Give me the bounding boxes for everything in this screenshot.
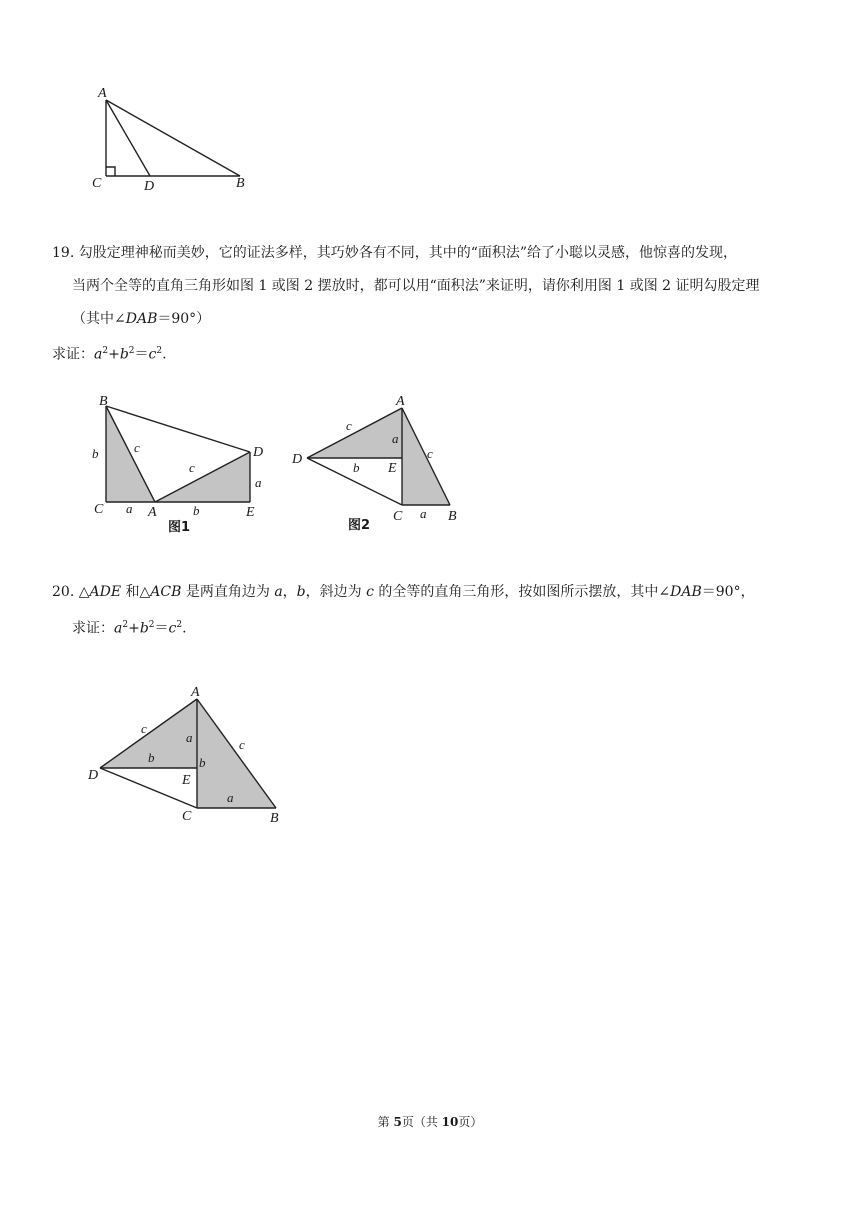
fig1-caption: 图1 <box>168 520 191 535</box>
fig1-label-c-vertex: C <box>94 502 104 517</box>
q20-fig-label-a-mid: a <box>186 730 193 745</box>
q20-fig-label-d-vertex: D <box>88 768 99 783</box>
formula-a: a <box>114 620 123 637</box>
q19-text2: 当两个全等的直角三角形如图 1 或图 2 摆放时，都可以用“面积法”来证明，请你利用图 1 或图 2 证明勾股定理 <box>72 278 760 294</box>
formula-exp: 2 <box>122 620 129 630</box>
fig1-label-b-vertex: B <box>99 394 108 409</box>
q20-line1 <box>52 582 755 602</box>
q20-var-c: c <box>366 584 374 600</box>
q20-prove <box>72 615 187 639</box>
fig2-label-a-vertex: A <box>396 394 405 409</box>
label-c: C <box>92 176 102 191</box>
q20-fig-label-e-vertex: E <box>182 773 191 788</box>
formula-exp: 2 <box>102 346 109 356</box>
formula-plus: + <box>128 620 140 637</box>
fig1-label-b-side: b <box>92 446 99 461</box>
q20-var-a: a <box>274 584 283 600</box>
q20-triangle-acb: ACB <box>150 584 182 600</box>
q20-text-2: 和△ <box>121 584 151 600</box>
formula-a: a <box>94 346 103 363</box>
fig2-label-c-top: c <box>346 418 352 433</box>
q20-number: 20. <box>52 584 75 600</box>
page-footer <box>0 1113 860 1130</box>
fig2-label-d-vertex: D <box>292 452 303 467</box>
fig2-label-a-bottom: a <box>420 506 427 521</box>
fig2-caption: 图2 <box>348 518 371 533</box>
formula-b: b <box>119 346 129 363</box>
q20-fig-label-c-right: c <box>239 737 245 752</box>
figure-triangle-acd <box>80 80 270 195</box>
fig1-label-a-vertex: A <box>148 505 157 520</box>
q19-text1: 勾股定理神秘而美妙，它的证法多样，其巧妙各有不同，其中的“面积法”给了小聪以灵感，他惊喜的发现， <box>78 245 738 261</box>
formula-c: c <box>148 346 157 363</box>
fig2-label-b-vertex: B <box>448 509 457 524</box>
q19-text3-post: ＝90°） <box>157 311 211 327</box>
q20-text-1: △ <box>78 584 90 600</box>
q20-var-b: b <box>296 584 306 600</box>
figure-2 <box>288 388 478 538</box>
q20-fig-label-b-vertex: B <box>270 811 279 826</box>
formula-eq: ＝ <box>134 346 149 363</box>
fig2-label-a-mid: a <box>392 431 399 446</box>
q20-angle-dab: DAB <box>670 584 702 600</box>
fig1-label-b-bottom: b <box>193 503 200 518</box>
fig1-label-c-side-2: c <box>189 460 195 475</box>
formula-dot: . <box>182 620 187 637</box>
formula-dot: . <box>162 346 167 363</box>
footer-text-2: 页（共 <box>401 1115 442 1129</box>
figure-q20 <box>84 682 294 827</box>
formula-c: c <box>168 620 177 637</box>
q20-fig-label-a-bottom: a <box>227 790 234 805</box>
fig2-label-c-vertex: C <box>393 509 403 524</box>
q20-text-4: ， <box>282 584 297 600</box>
q19-number: 19. <box>52 245 75 261</box>
q20-fig-label-b-small: b <box>199 755 206 770</box>
label-b: B <box>236 176 245 191</box>
q20-triangle-ade: ADE <box>89 584 122 600</box>
q20-fig-label-c-vertex: C <box>182 809 192 824</box>
footer-total-pages: 10 <box>441 1115 459 1129</box>
formula-exp: 2 <box>176 620 183 630</box>
fig1-label-d-vertex: D <box>253 445 264 460</box>
fig2-label-e-vertex: E <box>388 461 397 476</box>
fig1-label-c-side-1: c <box>134 440 140 455</box>
q20-fig-label-c-left: c <box>141 721 147 736</box>
q20-fig-label-b-mid: b <box>148 750 155 765</box>
formula-exp: 2 <box>128 346 135 356</box>
footer-text-3: 页） <box>458 1115 483 1129</box>
q19-prove-label: 求证： <box>52 346 94 363</box>
q20-text-7: ＝90°， <box>701 584 755 600</box>
fig1-label-a-side: a <box>126 501 133 516</box>
formula-exp: 2 <box>148 620 155 630</box>
footer-text-1: 第 <box>377 1115 394 1129</box>
label-d: D <box>144 179 155 194</box>
q20-prove-label: 求证： <box>72 620 114 637</box>
formula-exp: 2 <box>156 346 163 356</box>
fig1-label-e-vertex: E <box>246 505 255 520</box>
q19-prove <box>52 341 167 365</box>
formula-plus: + <box>108 346 120 363</box>
q20-text-3: 是两直角边为 <box>181 584 275 600</box>
footer-page-number: 5 <box>393 1115 402 1129</box>
q20-fig-label-a-vertex: A <box>191 685 200 700</box>
q20-text-6: 的全等的直角三角形，按如图所示摆放，其中∠ <box>373 584 671 600</box>
formula-eq: ＝ <box>154 620 169 637</box>
q19-text3-pre: （其中∠ <box>72 311 126 327</box>
q19-line2 <box>72 276 760 296</box>
q19-line1 <box>52 243 737 263</box>
label-a: A <box>98 86 107 101</box>
formula-b: b <box>139 620 149 637</box>
fig2-label-c-right: c <box>427 446 433 461</box>
q19-angle-dab: DAB <box>125 311 158 327</box>
q20-text-5: ，斜边为 <box>305 584 367 600</box>
fig2-label-b-mid: b <box>353 460 360 475</box>
q19-line3 <box>72 309 210 329</box>
fig1-label-a-right: a <box>255 475 262 490</box>
figure-1 <box>88 388 278 538</box>
